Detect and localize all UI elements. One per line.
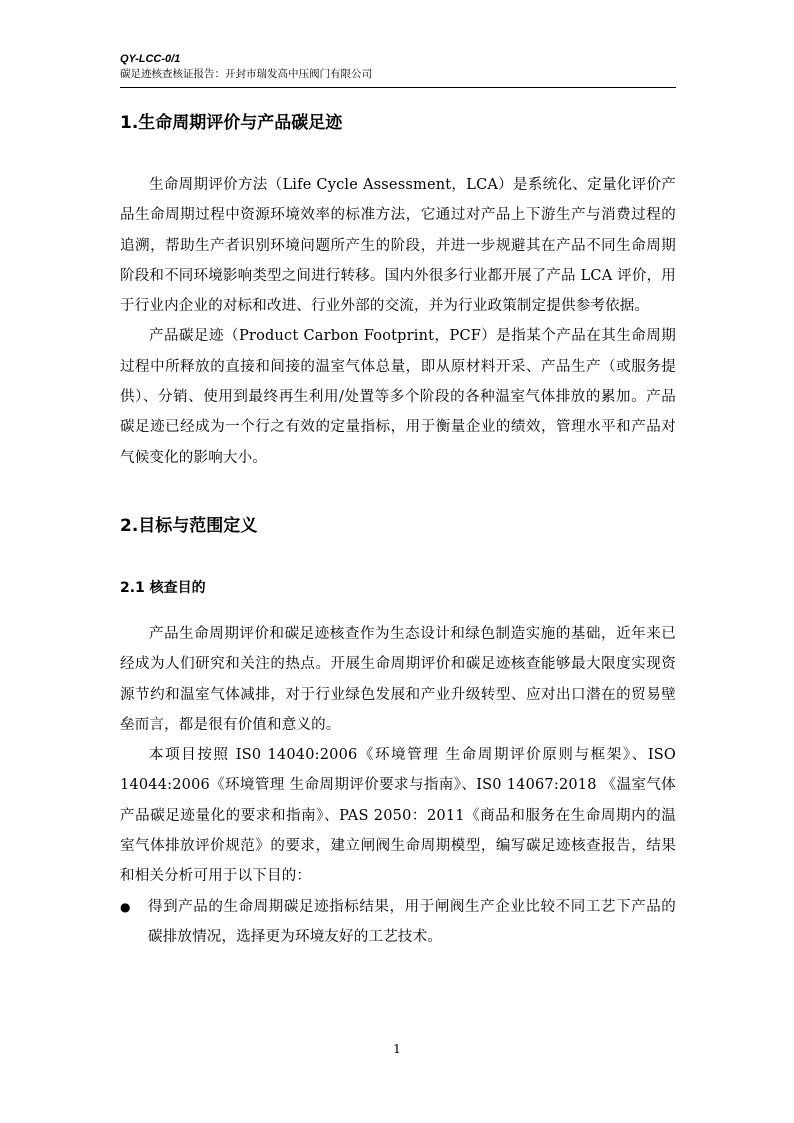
- section-1-paragraph-2: 产品碳足迹（Product Carbon Footprint，PCF）是指某个产品在其生命周期过程中所释放的直接和间接的温室气体总量，即从原材料开采、产品生产（或服务提供）、分销、使用到最终再生利用/处置等多个阶段的各种温室气体排放的累加。产品碳足迹已经成为一个行之有效的定量指标，用于衡量企业的绩效，管理水平和产品对气候变化的影响大小。: [120, 328, 676, 466]
- section-1-heading: 1.生命周期评价与产品碳足迹: [120, 113, 343, 133]
- report-subtitle: 碳足迹核查核证报告：开封市瑞发高中压阀门有限公司: [120, 68, 372, 80]
- page-number: 1: [393, 1042, 401, 1056]
- section-2-heading: 2.目标与范围定义: [120, 515, 258, 536]
- bullet-text: 得到产品的生命周期碳足迹指标结果，用于闸阀生产企业比较不同工艺下产品的碳排放情况，选择更为环境友好的工艺技术。: [148, 898, 676, 945]
- page-header: [120, 52, 676, 82]
- list-item: [120, 892, 676, 953]
- document-code: QY-LCC-0/1: [120, 53, 181, 65]
- page-body: [120, 108, 676, 952]
- section-1-paragraph-1: 生命周期评价方法（Life Cycle Assessment，LCA）是系统化、定量化评价产品生命周期过程中资源环境效率的标准方法，它通过对产品上下游生产与消费过程的追溯，帮助生产者识别环境问题所产生的阶段，并进一步规避其在产品不同生命周期阶段和不同环境影响类型之间进行转移。国内外很多行业都开展了产品 LCA 评价，用于行业内企业的对标和改进、行业外部的交流，并为行业政策制定提供参考依据。: [120, 177, 676, 315]
- section-2-1-paragraph-1: 产品生命周期评价和碳足迹核查作为生态设计和绿色制造实施的基础，近年来已经成为人们研究和关注的热点。开展生命周期评价和碳足迹核查能够最大限度实现资源节约和温室气体减排，对于行业绿色发展和产业升级转型、应对出口潜在的贸易壁垒而言，都是很有价值和意义的。: [120, 625, 676, 733]
- section-2-1-heading: 2.1 核查目的: [120, 579, 206, 596]
- header-rule: [120, 87, 676, 88]
- bullet-icon: ●: [120, 899, 131, 914]
- section-2-1-paragraph-2: 本项目按照 IS0 14040:2006《环境管理 生命周期评价原则与框架》、ISO 14044:2006《环境管理 生命周期评价要求与指南》、IS0 14067:2018 《温室气体产品碳足迹量化的要求和指南》、PAS 2050：2011《商品和服务在生命周期内的温室气体排放评价规范》的要求，建立闸阀生命周期模型，编写碳足迹核查报告，结果和相关分析可用于以下目的：: [120, 747, 676, 885]
